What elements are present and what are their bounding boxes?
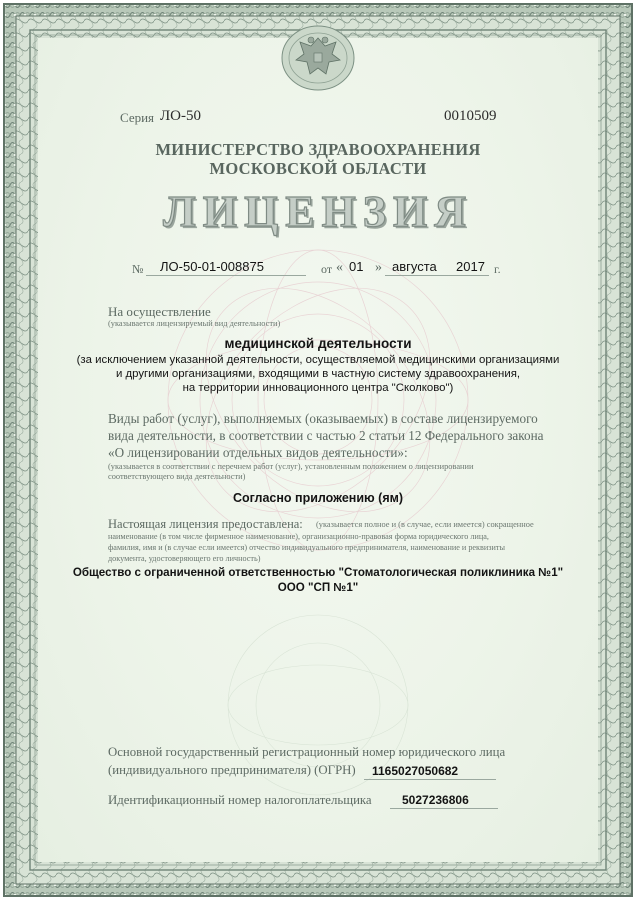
activity-hint: (указывается лицензируемый вид деятельности) <box>108 319 281 328</box>
license-day: 01 <box>349 259 364 274</box>
works-line-1: Виды работ (услуг), выполняемых (оказываемых) в составе лицензируемого <box>108 411 538 426</box>
quote-close: » <box>375 260 382 275</box>
activity-desc-3: на территории инновационного центра "Сколково") <box>182 382 454 394</box>
works-line-3: «О лицензировании отдельных видов деятельности»: <box>108 445 408 460</box>
license-number-underline <box>146 275 306 276</box>
ogrn-underline <box>364 779 496 780</box>
licensee-full-name: Общество с ограниченной ответственностью "Стоматологическая поликлиника №1" <box>72 566 564 579</box>
ministry-line-1: МИНИСТЕРСТВО ЗДРАВООХРАНЕНИЯ <box>155 140 481 159</box>
activity-desc-2: и другими организациями, входящими в частную систему здравоохранения, <box>115 368 521 380</box>
inn-label: Идентификационный номер налогоплательщика <box>108 793 372 807</box>
license-month: августа <box>392 259 437 274</box>
series-label: Серия <box>120 110 155 125</box>
date-underline <box>385 275 489 276</box>
licensee-hint-1: (указывается полное и (в случае, если имеется) сокращенное <box>316 520 534 529</box>
coat-of-arms-emblem <box>280 24 356 92</box>
date-from-label: от <box>321 262 333 276</box>
licensee-label: Настоящая лицензия предоставлена: <box>108 517 303 531</box>
year-suffix: г. <box>494 262 501 276</box>
series-value: ЛО-50 <box>160 108 202 124</box>
quote-open: « <box>336 260 343 275</box>
inn-value: 5027236806 <box>402 793 469 807</box>
ogrn-label-1: Основной государственный регистрационный номер юридического лица <box>108 745 506 759</box>
activity-name: медицинской деятельности <box>224 336 412 351</box>
document-title: ЛИЦЕНЗИЯ <box>162 187 474 236</box>
licensee-hint-3: фамилия, имя и (в случае если имеется) отчество индивидуального предпринимателя, наименование и реквизиты <box>108 543 505 552</box>
activity-label: На осуществление <box>108 304 211 319</box>
works-value: Согласно приложению (ям) <box>232 491 404 505</box>
activity-desc-1: (за исключением указанной деятельности, осуществляемой медицинскими организациями <box>76 354 560 366</box>
form-number: 0010509 <box>444 108 497 124</box>
license-number: ЛО-50-01-008875 <box>160 259 264 274</box>
ogrn-label-2: (индивидуального предпринимателя) (ОГРН) <box>108 763 356 777</box>
works-line-2: вида деятельности, в соответствии с частью 2 статьи 12 Федерального закона <box>108 428 544 443</box>
ministry-line-2: МОСКОВСКОЙ ОБЛАСТИ <box>209 159 427 178</box>
inn-underline <box>390 808 498 809</box>
works-hint-2: соответствующего вида деятельности) <box>108 472 246 481</box>
licensee-short-name: ООО "СП №1" <box>277 581 359 594</box>
license-year: 2017 <box>456 259 485 274</box>
licensee-hint-2: наименование (в том числе фирменное наименование), организационно-правовая форма юридического лица, <box>108 532 489 541</box>
works-hint-1: (указывается в соответствии с перечнем работ (услуг), установленным положением о лицензировании <box>108 462 474 471</box>
ogrn-value: 1165027050682 <box>372 764 459 778</box>
licensee-hint-4: документа, удостоверяющего его личность) <box>108 554 261 563</box>
number-sign: № <box>132 262 144 276</box>
